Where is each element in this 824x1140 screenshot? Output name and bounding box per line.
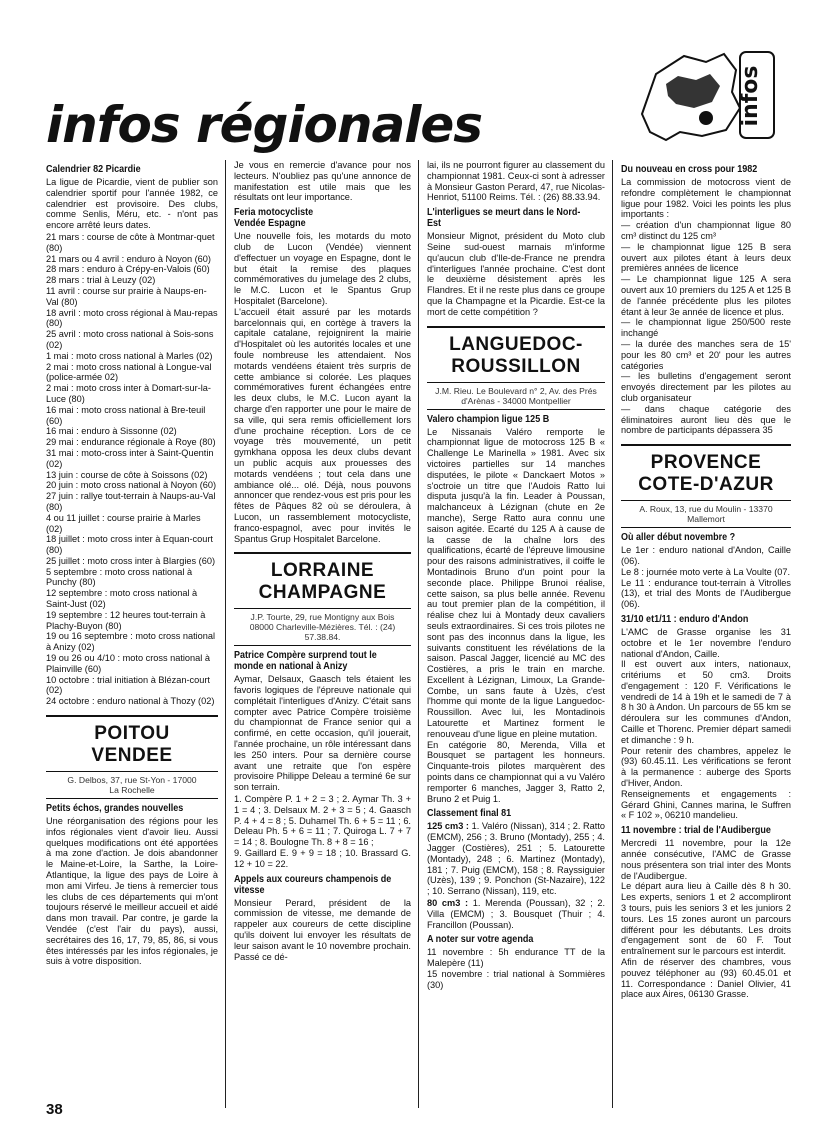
correspondent-address: J.P. Tourte, 29, rue Montigny aux Bois 08000 Charleville-Mézières. Tél. : (24) 57.38.84.	[234, 612, 411, 646]
page-title: infos régionales	[46, 96, 483, 154]
region-header: LORRAINE CHAMPAGNE	[234, 552, 411, 609]
article-text: Une réorganisation des régions pour les infos régionales vient d'avoir lieu. Aussi quelques modifications ont été apportées à ma zone d'action. Je dois abandonner le Maine-et-Loire, la Sarthe, la Loire-Atlantique, la ligue des pays de Loire à mon ami Virfeu. Je tiens à remercier tous les clubs de ces départements qui m'ont toujours réservé le meilleur accueil et aidé dans mon travail. Par contre, je garde la Vendée (c'est l'air du pays), aussi, secrétaires des 16, 17, 79, 85, 86, si vous êtes intéressés par les infos régionales, je suis à votre disposition.	[46, 816, 218, 967]
column-divider	[418, 160, 419, 1108]
article-title: 31/10 et1/11 : enduro d'Andon	[621, 613, 749, 625]
logo-text: infos	[738, 65, 763, 127]
article-title: Où aller début novembre ?	[621, 532, 736, 544]
results-label: 125 cm3 :	[427, 821, 469, 832]
column-3	[427, 160, 605, 1105]
results-title: Classement final 81	[427, 808, 512, 820]
column-4	[621, 160, 791, 1105]
article-text: Une nouvelle fois, les motards du moto club de Lucon (Vendée) viennent d'effectuer un voyage en Espagne, dont le but était la remise des plaques commémoratives du jumelage des 2 clubs, le M.C. Lucon et le Spantus Grup Hospitalet (Barcelone). L'accueil était assuré par les motards barcelonnais qui, en cortège à travers la capitale catalane, rejoignirent la mairie d'Hospitalet où les autorités locales et une foule nombreuse les attendaient. Nos motards vendéens étaient très surpris de cette ambiance si colorée. Les plaques commémoratives furent échangées entre les deux clubs, le M.C. Lucon ayant la charge d'en rapporter une pour le maire de sa ville, qui sera remis officiellement lors d'une prochaine réception. Lors de ce voyage très mouvementé, un petit gymkhana opposa les deux clubs devant un public acquis aux prouesses des motards vendéens ; tout cela dans une ambiance olé... olé. Déjà, nous pouvons annoncer que rendez-vous est pris pour les fêtes de Pâques 82 où se déroulera, à Lucon, un rassemblement motocycliste, franco-espagnol, avec pour invités le Spantus Grup Hospitalet Barcelone.	[234, 231, 411, 544]
article-text: Je vous en remercie d'avance pour nos lecteurs. N'oubliez pas qu'une annonce de manifestation est utile mais que les résultats ont leur importance.	[234, 160, 411, 203]
calendar-list: 21 mars : course de côte à Montmar-quet (80) 21 mars ou 4 avril : enduro à Noyon (60) 28 mars : enduro à Crépy-en-Valois (60) 28 mars : trial à Leuzy (02) 11 avril : course sur prairie à Naups-en-Val (80) 18 avril : moto cross régional à Mau-repas (80) 25 avril : moto cross national à Sois-sons (02) 1 mai : moto cross national à Marles (02) 2 mai : moto cross national à Longue-val (police-armée 02) 2 mai : moto cross inter à Domart-sur-la-Luce (80) 16 mai : moto cross national à Bre-teuil (60) 16 mai : enduro à Sissonne (02) 29 mai : endurance régionale à Roye (80) 31 mai : moto-cross inter à Saint-Quentin (02) 13 juin : course de côte à Soissons (02) 20 juin : moto cross national à Noyon (60) 27 juin : rallye tout-terrain à Naups-au-Val (80) 4 ou 11 juillet : course prairie à Marles (02) 18 juillet : moto cross inter à Equan-court (80) 25 juillet : moto cross inter à Blargies (60) 5 septembre : moto cross national à Punchy (80) 12 septembre : moto cross national à Saint-Just (02) 19 septembre : 12 heures tout-terrain à Plachy-Buyon (80) 19 ou 16 septembre : moto cross national à Anizy (02) 19 ou 26 ou 4/10 : moto cross national à Plainville (60) 10 octobre : trial initiation à Blézan-court (02) 24 octobre : enduro national à Thozy (02)	[46, 231, 218, 707]
results-text: 1. Compère P. 1 + 2 = 3 ; 2. Aymar Th. 3 + 1 = 4 ; 3. Delsaux M. 2 + 3 = 5 ; 4. Gaasch P. 4 + 4 = 8 ; 5. Duhamel Th. 6 + 5 = 11 ; 6. Deleau Ph. 5 + 6 = 11 ; 7. Quiroga L. 7 + 7 = 14 ; 8. Boulogne Th. 8 + 8 = 16 ; 9. Gaillard E. 9 + 9 = 18 ; 10. Brassard G. 12 + 10 = 22.	[234, 794, 411, 869]
article-title: Feria motocycliste Vendée Espagne	[234, 207, 314, 230]
article-title: A noter sur votre agenda	[427, 934, 534, 946]
article-text: Le Nissanais Valéro remporte le championnat ligue de motocross 125 B « Challenge Le Marinella » 1981. Avec six victoires partielles sur 14 manches disputées, le pilote « Danckaert Motos » s'octroie un titre que l'Audois Ratto lui disputa jusqu'à la fin. Leader à Poussan, malchanceux à Lézignan (chute en 2e manche), Serge Ratto aura connu une saison agitée. Ecarté du 125 A à cause de la casse de la chaîne lors des qualifications, écarté de l'épreuve limousine pour des raisons administratives, il coiffe le Montadinois Bruno d'un point pour la seconde place. Philippe Brunoi réalise, cette saison, sa plus belle année. Revenu au tout premier plan de la compétition, il réalise chez lui à Montady deux cavaliers seuls extraordinaires. Si ces trois pilotes ne sont pas des inconnus dans la ligue, les suivants constituent les révélations de la saison. Pascal Jagger, licencié au MC des Costières, a pris le train en marche. Excellent à Lézignan, Limoux, La Grande-Combe, un sans faute à Uzès, c'est l'homme qui monte de la ligue Languedoc-Roussillon. Avec lui, les Montadinois Latourette et Martinez forment le renouveau d'une ligue en pleine mutation. En catégorie 80, Merenda, Villa et Bousquet se partagent les honneurs. Cinquante-trois pilotes marquèrent des points dans ce championnat qui a vu Valéro remporter 6 manches, Jagger 3, Ratto 2, Bruno 2 et Puig 1.	[427, 426, 605, 804]
article-text: Le 1er : enduro national d'Andon, Caille (06). Le 8 : journée moto verte à La Voulte (07. Le 11 : endurance tout-terrain à Vitrolles (13), et trial des Monts de l'Audibergue (06).	[621, 545, 791, 610]
agenda-text: 11 novembre : 5h endurance TT de la Malepère (11) 15 novembre : trial national à Sommières (30)	[427, 947, 605, 990]
article-title: Valero champion ligue 125 B	[427, 413, 550, 425]
article-title: L'interligues se meurt dans le Nord-Est	[427, 207, 581, 230]
results-label: 80 cm3 :	[427, 898, 469, 909]
article-text: L'AMC de Grasse organise les 31 octobre et le 1er novembre l'enduro national d'Andon, Caille. Il est ouvert aux inters, nationaux, critériums et 50 cm3. Droits d'engagement : 120 F. Vérifications le vendredi de 14 à 19h et le samedi de 7 à 8 h 30 à Andon. Un parcours de 55 km se déroulera sur les communes d'Andon, Caille et Thorenc. Premier départ samedi et dimanche : 9 h. Pour retenir des chambres, appelez le (93) 60.45.11. Les vérifications se feront à la permanence : auberge des Sports d'Hiver, Andon. Renseignements et engagements : Gérard Ghini, Cannes marina, le Suffren « F 102 », 06210 mandelieu.	[621, 626, 791, 821]
results-80: 1. Merenda (Poussan), 32 ; 2. Villa (EMCM) ; 3. Bousquet (Thuir ; 4. Francillon (Poussan).	[427, 898, 605, 930]
article-text: La ligue de Picardie, vient de publier son calendrier sportif pour l'année 1982, ce calendrier est provisoire. Des clubs, comme Senlis, Méru, etc. - n'ont pas encore arrêté leurs dates.	[46, 177, 218, 231]
correspondent-address: A. Roux, 13, rue du Moulin - 13370 Mallemort	[621, 504, 791, 528]
article-text: Aymar, Delsaux, Gaasch tels étaient les favoris logiques de l'épreuve nationale qui complétait l'interligues d'Anizy. C'était sans compter avec Patrice Compère troisième du championnat de France senior qui a confirmé, en cette occasion, qu'il jouerait, l'année prochaine, un rôle intéressant dans les 250 inters. Pour sa dernière course avant une retraite que l'on espère provisoire Philippe Deleau a terminé 6e sur son terrain.	[234, 674, 411, 793]
article-text: La commission de motocross vient de refondre complètement le championnat ligue pour 1982. Voici les points les plus importants : — création d'un championnat ligue 80 cm³ distinct du 125 cm³ — le championnat ligue 125 B sera ouvert aux pilotes étant à leurs deux premières années de licence — Le championnat ligue 125 A sera ouvert aux 10 premiers du 125 A et 125 B de l'année précédente plus les pilotes étant à leur 3e année de licence et plus. — le championnat ligue 250/500 reste inchangé — la durée des manches sera de 15' pour les 80 cm³ et 20' pour les autres catégories — les bulletins d'engagement seront envoyés directement par les pilotes au club organisateur — dans chaque catégorie des éliminatoires auront lieu dès que le nombre de participants dépassera 35	[621, 177, 791, 436]
article-title: Appels aux coureurs champenois de vitesse	[234, 873, 392, 896]
results-text	[427, 821, 605, 897]
article-title: Petits échos, grandes nouvelles	[46, 803, 184, 815]
correspondent-address: J.M. Rieu. Le Boulevard n° 2, Av. des Prés d'Arènas - 34000 Montpellier	[427, 386, 605, 410]
page-number: 38	[46, 1101, 63, 1118]
infos-map-logo	[636, 44, 776, 144]
article-text: Monsieur Perard, président de la commission de vitesse, me demande de rappeler aux coureurs de cette discipline qu'ils doivent lui envoyer les résultats de leur saison avant le 10 novembre prochain. Passé ce dé-	[234, 897, 411, 962]
article-text: lai, ils ne pourront figurer au classement du championnat 1981. Ceux-ci sont à adresser à Monsieur Gaston Perard, 47, rue Nicolas-Henriot, 51100 Reims. Tél. : (26) 88.33.94.	[427, 160, 605, 203]
column-divider	[225, 160, 226, 1108]
column-2	[234, 160, 411, 1105]
article-text: Monsieur Mignot, président du Moto club Seine sud-ouest marnais m'informe qu'aucun club d'Ile-de-France ne prendra d'interligues l'année prochaine. C'est dont le deuxième désistement après les Flandres. Et il ne reste plus dans ce groupe que la Champagne et la Picardie. Est-ce la mort de cette compétition ?	[427, 231, 605, 317]
region-header: LANGUEDOC- ROUSSILLON	[427, 326, 605, 383]
column-1	[46, 160, 218, 1105]
correspondent-address: G. Delbos, 37, rue St-Yon - 17000 La Rochelle	[46, 775, 218, 799]
region-header: POITOU VENDEE	[46, 715, 218, 772]
region-header: PROVENCE COTE-D'AZUR	[621, 444, 791, 501]
article-title: Patrice Compère surprend tout le monde en national à Anizy	[234, 650, 377, 673]
results-125: 1. Valéro (Nissan), 314 ; 2. Ratto (EMCM), 256 ; 3. Bruno (Montady), 255 ; 4. Jagger (Costières), 251 ; 5. Latourette (Montady), 248 ; 6. Martinez (Montady), 181 ; 7. Puig (EMCM), 158 ; 8. Rayssiguier (Uzès), 139 ; 9. Ponchon (St-Nazaire), 122 ; 10. Serrano (Nissan), 119, etc.	[427, 821, 605, 897]
results-text	[427, 898, 605, 930]
article-title: 11 novembre : trial de l'Audibergue	[621, 825, 771, 837]
article-text: Mercredi 11 novembre, pour la 12e année consécutive, l'AMC de Grasse nous présentera son trial inter des Monts de l'Audibergue. Le départ aura lieu à Caille dès 8 h 30. Les experts, seniors 1 et 2 accompliront 3 tours, puis les seniors 3 et les juniors 2 tours. Les 15 zones auront un parcours différent pour les débutants. Les droits d'engagement sont de 60 F. Tout entraînement sur le parcours est interdit. Afin de réserver des chambres, vous pouvez téléphoner au (93) 60.45.01 et 11. Correspondance : Daniel Olivier, 41 place aux Aires, 06130 Grasse.	[621, 838, 791, 1000]
article-title: Du nouveau en cross pour 1982	[621, 164, 758, 175]
article-title: Calendrier 82 Picardie	[46, 164, 141, 175]
column-divider	[612, 160, 613, 1108]
